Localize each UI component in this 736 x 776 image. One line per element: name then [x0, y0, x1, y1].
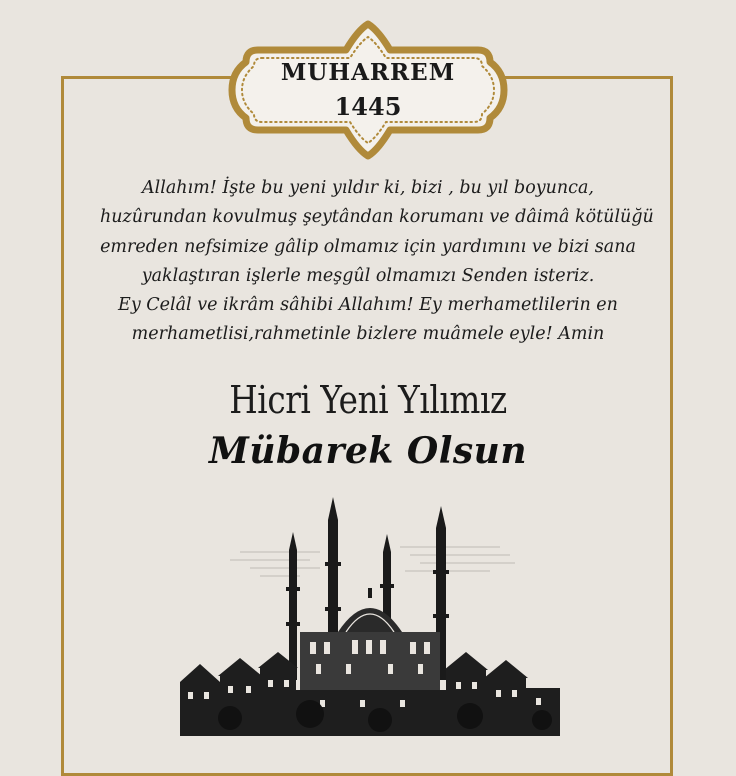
badge-year: 1445 [334, 92, 402, 121]
mosque-illustration [170, 492, 566, 736]
prayer-line: Allahım! İşte bu yeni yıldır ki, bizi , bu yıl boyunca, [142, 178, 594, 198]
mosque-body [300, 588, 440, 692]
title-badge [228, 20, 508, 160]
prayer-line: huzûrundan kovulmuş şeytândan korumanı ve dâimâ kötülüğü [100, 207, 654, 228]
prayer-text [100, 174, 654, 350]
prayer-line: emreden nefsimize gâlip olmamız için yardımını ve bizi sana [100, 236, 636, 257]
greeting-script: Mübarek Olsun [208, 430, 528, 472]
greeting-heading: Hicri Yeni Yılımız [229, 378, 507, 422]
badge-title: MUHARREM [280, 59, 456, 86]
sky-hatching [230, 547, 515, 576]
prayer-line: yaklaştıran işlerle meşgûl olmamızı Senden isteriz. [141, 265, 595, 286]
prayer-line: Ey Celâl ve ikrâm sâhibi Allahım! Ey merhametlilerin en [118, 295, 618, 316]
prayer-line: merhametlisi,rahmetinle bizlere muâmele eyle! Amin [131, 324, 605, 345]
